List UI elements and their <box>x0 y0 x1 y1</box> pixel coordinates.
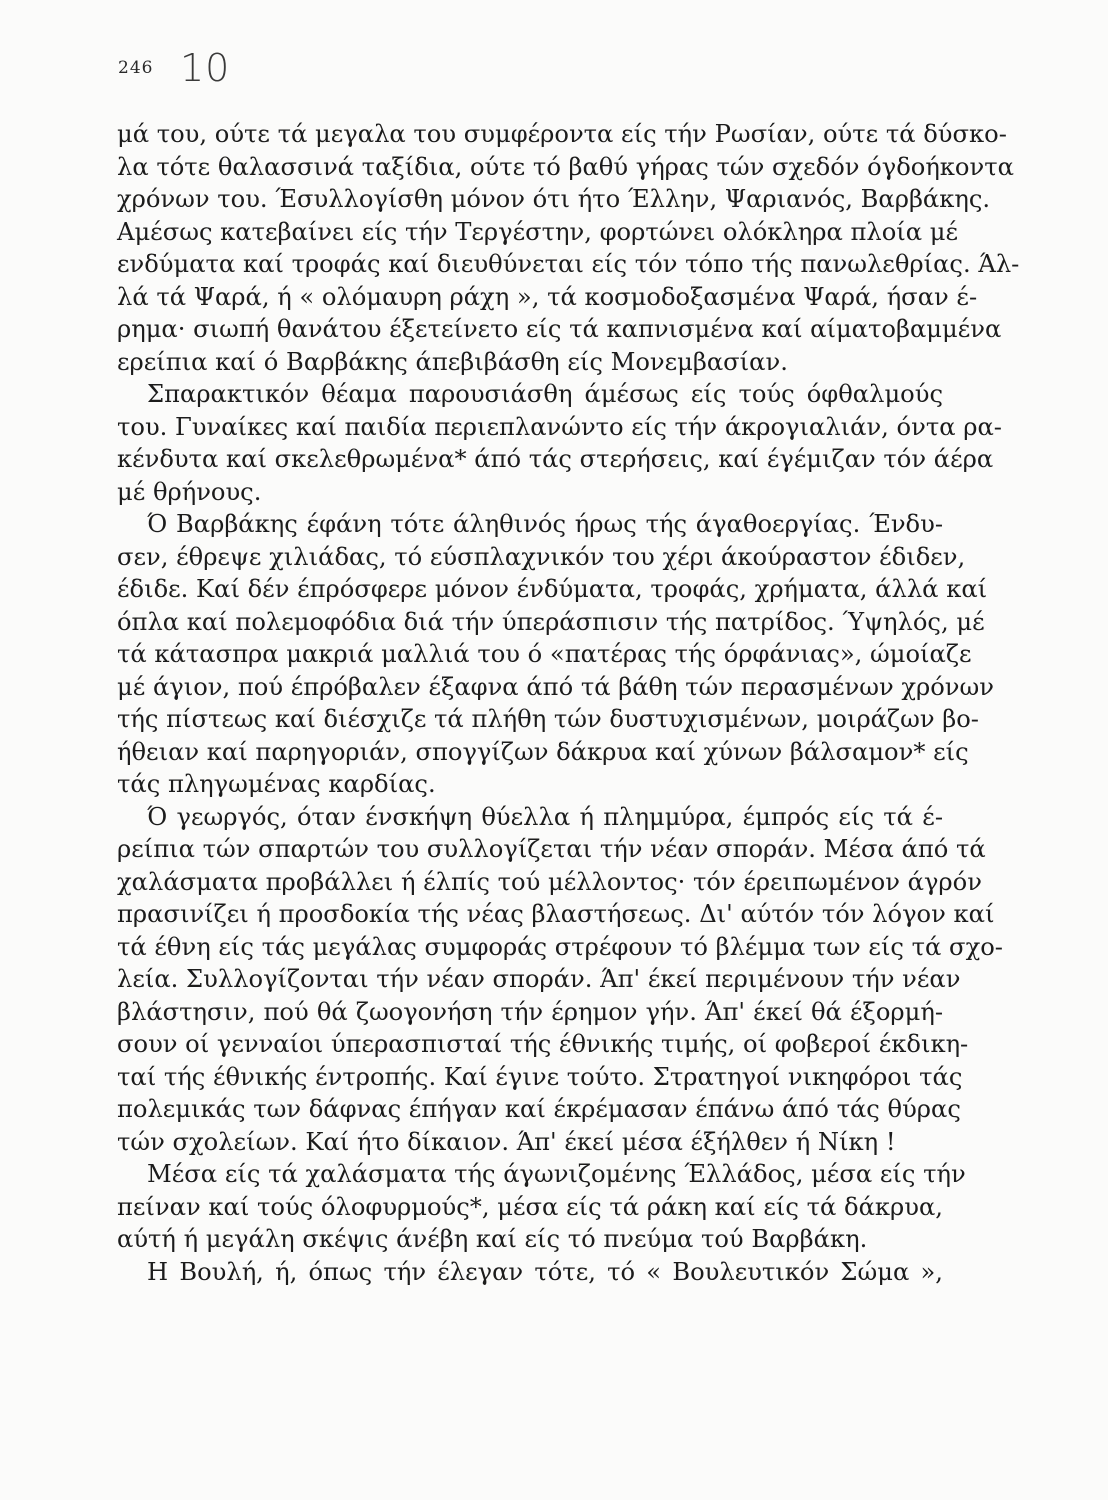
text-line: όπλα καί πολεμοφόδια διά τήν ύπεράσπισιν τής πατρίδος. Ύψηλός, μέ <box>117 607 985 636</box>
text-line: Αμέσως κατεβαίνει είς τήν Τεργέστην, φορτώνει ολόκληρα πλοία μέ <box>117 217 959 246</box>
text-line: πολεμικάς των δάφνας έπήγαν καί έκρέμασαν έπάνω άπό τάς θύρας <box>117 1095 961 1123</box>
text-line: ερείπια καί ό Βαρβάκης άπεβιβάσθη είς Μονεμβασίαν. <box>117 347 788 376</box>
text-line: σεν, έθρεψε χιλιάδας, τό εύσπλαχνικόν του χέρι άκούραστον έδιδεν, <box>117 542 966 571</box>
text-line: σουν οί γενναίοι ύπερασπισταί τής έθνικής τιμής, οί φοβεροί έκδικη- <box>117 1030 969 1058</box>
text-line: τής πίστεως καί διέσχιζε τά πλήθη τών δυστυχισμένων, μοιράζων βο- <box>117 705 979 733</box>
page-number: 246 <box>118 58 154 78</box>
text-line: έδιδε. Καί δέν έπρόσφερε μόνον ένδύματα, τροφάς, χρήματα, άλλά καί <box>117 575 988 603</box>
text-line: τά έθνη είς τάς μεγάλας συμφοράς στρέφουν τό βλέμμα των είς τά σχο- <box>117 932 1003 961</box>
text-line: Σπαρακτικόν θέαμα παρουσιάσθη άμέσως είς τούς όφθαλμούς <box>147 380 943 408</box>
handwritten-page-mark: 10 <box>180 46 231 90</box>
text-line: χρόνων του. Έσυλλογίσθη μόνον ότι ήτο Έλλην, Ψαριανός, Βαρβάκης. <box>117 185 991 213</box>
text-line: πείναν καί τούς όλοφυρμούς*, μέσα είς τά ράκη καί είς τά δάκρυα, <box>117 1192 943 1221</box>
body-text <box>117 118 1020 1288</box>
text-line: κένδυτα καί σκελεθρωμένα* άπό τάς στερήσεις, καί έγέμιζαν τόν άέρα <box>117 445 994 473</box>
text-line: χαλάσματα προβάλλει ή έλπίς τού μέλλοντος· τόν έρειπωμένον άγρόν <box>117 867 982 896</box>
text-line: ήθειαν καί παρηγοριάν, σπογγίζων δάκρυα καί χύνων βάλσαμον* είς <box>117 737 969 766</box>
text-line: ενδύματα καί τροφάς καί διευθύνεται είς τόν τόπο τής πανωλεθρίας. Άλ- <box>117 250 1020 278</box>
text-line: Η Βουλή, ή, όπως τήν έλεγαν τότε, τό « Βουλευτικόν Σώμα », <box>147 1257 943 1286</box>
text-line: μέ θρήνους. <box>117 477 262 506</box>
text-line: ρημα· σιωπή θανάτου έξετείνετο είς τά καπνισμένα καί αίματοβαμμένα <box>117 315 1002 343</box>
text-line: λεία. Συλλογίζονται τήν νέαν σποράν. Άπ' έκεί περιμένουν τήν νέαν <box>117 965 961 993</box>
text-line: μά του, ούτε τά μεγαλα του συμφέροντα είς τήν Ρωσίαν, ούτε τά δύσκο- <box>117 120 1007 148</box>
text-line: ρείπια τών σπαρτών του συλλογίζεται τήν νέαν σποράν. Μέσα άπό τά <box>117 835 986 863</box>
text-line: ταί τής έθνικής έντροπής. Καί έγινε τούτο. Στρατηγοί νικηφόροι τάς <box>117 1062 963 1091</box>
text-line: αύτή ή μεγάλη σκέψις άνέβη καί είς τό πνεύμα τού Βαρβάκη. <box>117 1225 868 1253</box>
text-line: Ό Βαρβάκης έφάνη τότε άληθινός ήρως τής άγαθοεργίας. Ένδυ- <box>147 510 943 538</box>
text-line: τών σχολείων. Καί ήτο δίκαιον. Άπ' έκεί μέσα έξήλθεν ή Νίκη ! <box>117 1127 896 1156</box>
text-line: Ό γεωργός, όταν ένσκήψη θύελλα ή πλημμύρα, έμπρός είς τά έ- <box>147 802 943 831</box>
text-line: μέ άγιον, πού έπρόβαλεν έξαφνα άπό τά βάθη τών περασμένων χρόνων <box>117 672 994 701</box>
text-line: λά τά Ψαρά, ή « ολόμαυρη ράχη », τά κοσμοδοξασμένα Ψαρά, ήσαν έ- <box>117 282 978 311</box>
text-line: τάς πληγωμένας καρδίας. <box>117 770 436 798</box>
text-line: Μέσα είς τά χαλάσματα τής άγωνιζομένης Έλλάδος, μέσα είς τήν <box>147 1160 966 1188</box>
text-line: πρασινίζει ή προσδοκία τής νέας βλαστήσεως. Δι' αύτόν τόν λόγον καί <box>117 900 995 928</box>
text-line: λα τότε θαλασσινά ταξίδια, ούτε τό βαθύ γήρας τών σχεδόν όγδοήκοντα <box>117 152 1014 181</box>
text-line: τά κάτασπρα μακριά μαλλιά του ό «πατέρας τής όρφάνιας», ώμοίαζε <box>117 640 972 668</box>
text-line: βλάστησιν, πού θά ζωογονήση τήν έρημον γήν. Άπ' έκεί θά έξορμή- <box>117 997 943 1026</box>
text-line: του. Γυναίκες καί παιδία περιεπλανώντο είς τήν άκρογιαλιάν, όντα ρα- <box>117 412 1002 441</box>
